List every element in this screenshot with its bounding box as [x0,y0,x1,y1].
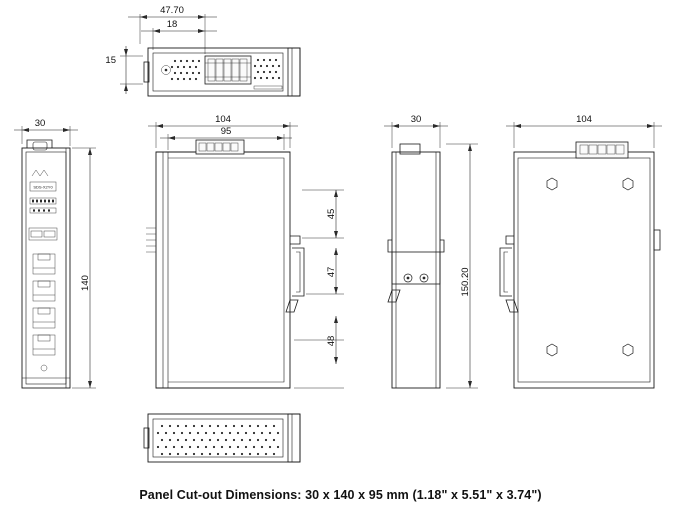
dim-47 [306,248,344,294]
dim-label-15: 15 [105,55,116,66]
dim-label-30-front: 30 [34,118,46,129]
left-side-view [146,114,344,388]
dim-label-18: 18 [166,19,178,30]
top-view [105,5,300,96]
right-side-view [500,114,662,388]
right-side-edge-tab [654,230,660,250]
dim-label-47: 47 [326,266,337,278]
dim-label-48: 48 [326,335,337,347]
dim-label-104-left: 104 [215,114,231,125]
left-side-body [156,152,290,388]
din-bracket-top [27,140,52,148]
rear-view-body [392,152,440,388]
bottom-view-body [148,414,300,462]
dim-45 [302,190,344,238]
dim-30-front [14,118,78,146]
right-side-terminal-block [576,142,628,158]
device-label-text: SDS-X2Y0 [33,184,53,190]
dim-label-140: 140 [80,275,91,291]
dim-label-150-20: 150.20 [460,267,471,297]
dim-label-30-rear: 30 [410,114,422,125]
dim-18 [141,19,217,50]
front-view [14,118,96,388]
dim-15 [105,46,143,94]
dim-48 [294,316,344,388]
dim-label-47-70: 47.70 [160,5,184,16]
terminal-block [205,56,251,84]
dim-140 [72,148,96,388]
left-side-vents [146,228,156,252]
dim-label-95: 95 [220,126,232,137]
left-side-terminal-block [196,140,244,154]
panel-cutout-caption: Panel Cut-out Dimensions: 30 x 140 x 95 mm (1.18" x 5.51" x 3.74") [139,488,542,502]
rear-view [384,114,478,388]
dim-30-rear [384,114,448,148]
dim-150-20 [446,144,478,388]
bottom-view [144,414,300,462]
dim-label-104-right: 104 [576,114,592,125]
dim-label-45: 45 [326,208,337,220]
